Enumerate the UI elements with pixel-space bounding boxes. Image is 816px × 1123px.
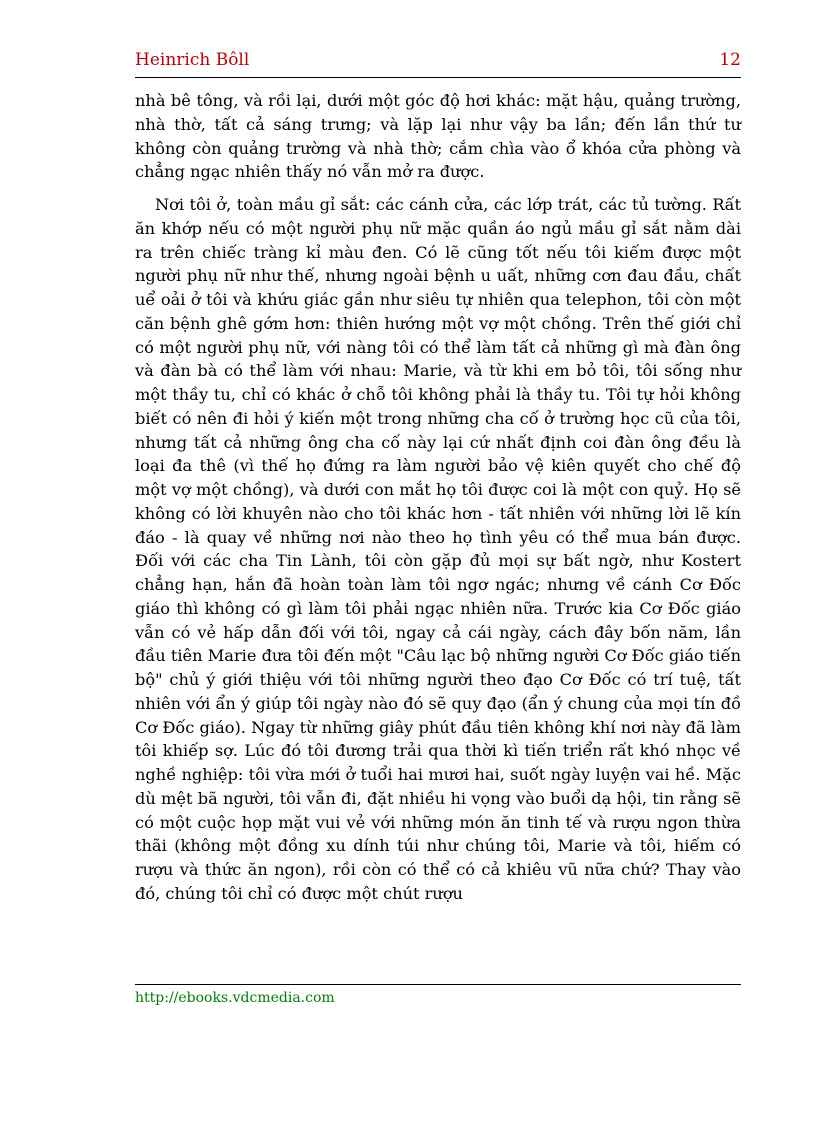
page-header	[135, 48, 741, 74]
page-number: 12	[719, 50, 741, 70]
header-divider	[135, 77, 741, 78]
book-author: Heinrich Bôll	[135, 50, 250, 70]
footer-divider	[135, 984, 741, 985]
paragraph-continued: nhà bê tông, và rồi lại, dưới một góc độ hơi khác: mặt hậu, quảng trường, nhà thờ, tất cả sáng trưng; và lặp lại như vậy ba lần; đến lần thứ tư không còn quảng trường và nhà thờ; cắm chìa vào ổ khóa cửa phòng và chẳng ngạc nhiên thấy nó vẫn mở ra được.	[135, 91, 741, 182]
footer-url-link[interactable]: http://ebooks.vdcmedia.com	[135, 990, 335, 1006]
paragraph: Nơi tôi ở, toàn mầu gỉ sắt: các cánh cửa, các lớp trát, các tủ tường. Rất ăn khớp nếu có một người phụ nữ mặc quần áo ngủ mầu gỉ sắt nằm dài ra trên chiếc tràng kỉ màu đen. Có lẽ cũng tốt nếu tôi kiếm được một người phụ nữ như thế, nhưng ngoài bệnh u uất, những cơn đau đầu, chất uể oải ở tôi và khứu giác gần như siêu tự nhiên qua telephon, tôi còn một căn bệnh ghê gớm hơn: thiên hướng một vợ một chồng. Trên thế giới chỉ có một người phụ nữ, với nàng tôi có thể làm tất cả những gì mà đàn ông và đàn bà có thể làm với nhau: Marie, và từ khi em bỏ tôi, tôi sống như một thầy tu, chỉ có khác ở chỗ tôi không phải là thầy tu. Tôi tự hỏi không biết có nên đi hỏi ý kiến một trong những cha cố ở trường học cũ của tôi, nhưng tất cả những ông cha cố này lại cứ nhất định coi đàn ông đều là loại đa thê (vì thế họ đứng ra làm người bảo vệ kiên quyết cho chế độ một vợ một chồng), và dưới con mắt họ tôi được coi là một con quỷ. Họ sẽ không có lời khuyên nào cho tôi khác hơn - tất nhiên với những lời lẽ kín đáo - là quay về những nơi nào theo họ tình yêu có thể mua bán được. Đối với các cha Tin Lành, tôi còn gặp đủ mọi sự bất ngờ, như Kostert chẳng hạn, hắn đã hoàn toàn làm tôi ngơ ngác; nhưng về cánh Cơ Đốc giáo thì không có gì làm tôi phải ngạc nhiên nữa. Trước kia Cơ Đốc giáo vẫn có vẻ hấp dẫn đối với tôi, ngay cả cái ngày, cách đây bốn năm, lần đầu tiên Marie đưa tôi đến một "Câu lạc bộ những người Cơ Đốc giáo tiến bộ" chủ ý giới thiệu với tôi những người theo đạo Cơ Đốc có trí tuệ, tất nhiên với ẩn ý giúp tôi ngày nào đó sẽ quy đạo (ẩn ý chung của mọi tín đồ Cơ Đốc giáo). Ngay từ những giây phút đầu tiên không khí nơi này đã làm tôi khiếp sợ. Lúc đó tôi đương trải qua thời kì tiến triển rất khó nhọc về nghề nghiệp: tôi vừa mới ở tuổi hai mươi hai, suốt ngày luyện vai hề. Mặc dù mệt bã người, tôi vẫn đi, đặt nhiều hi vọng vào buổi dạ hội, tin rằng sẽ có một cuộc họp mặt vui vẻ với những món ăn tinh tế và rượu ngon thừa thãi (không một đồng xu dính túi như chúng tôi, Marie và tôi, hiếm có rượu và thức ăn ngon), rồi còn có thể có cả khiêu vũ nữa chứ? Thay vào đó, chúng tôi chỉ có được một chút rượu	[135, 195, 741, 903]
page-body	[135, 89, 741, 906]
